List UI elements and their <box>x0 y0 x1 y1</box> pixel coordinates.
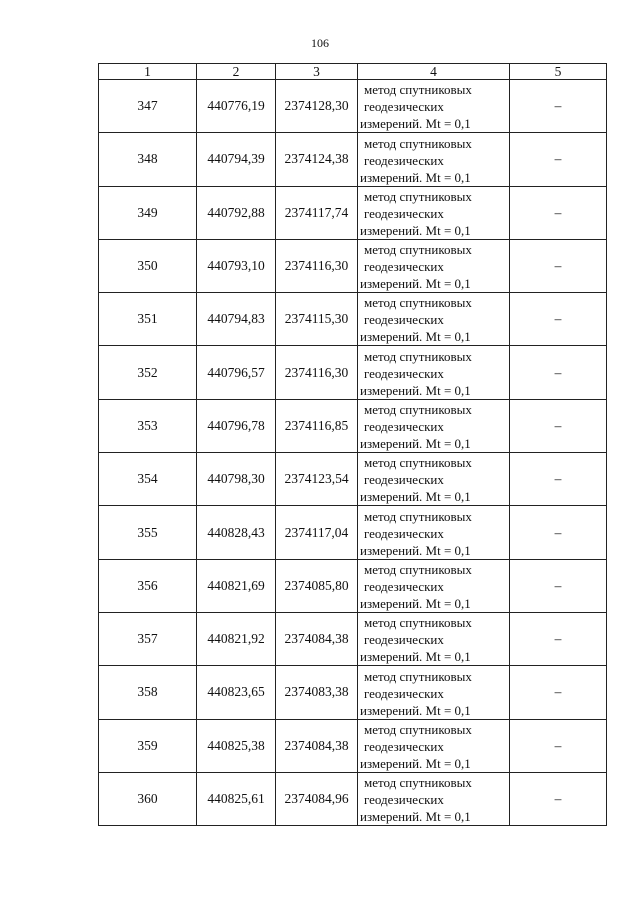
point-number-cell: 351 <box>99 293 197 346</box>
method-line: метод спутниковых <box>364 242 472 258</box>
x-coordinate-cell: 440821,69 <box>197 559 276 612</box>
method-line: геодезических <box>364 525 444 541</box>
method-line: геодезических <box>364 419 444 435</box>
method-line: геодезических <box>364 632 444 648</box>
method-line: метод спутниковых <box>364 82 472 98</box>
method-line: геодезических <box>364 312 444 328</box>
table-row <box>99 80 607 133</box>
y-coordinate-cell: 2374084,96 <box>276 772 358 825</box>
point-number-cell: 354 <box>99 453 197 506</box>
method-line: метод спутниковых <box>364 721 472 737</box>
y-coordinate-cell: 2374115,30 <box>276 293 358 346</box>
table-row <box>99 133 607 186</box>
method-line: метод спутниковых <box>364 668 472 684</box>
x-coordinate-cell: 440794,83 <box>197 293 276 346</box>
page-number: 106 <box>311 36 329 50</box>
method-line: метод спутниковых <box>364 455 472 471</box>
method-line: измерений. Mt = 0,1 <box>360 116 471 132</box>
method-line: метод спутниковых <box>364 295 472 311</box>
table-row <box>99 666 607 719</box>
method-line: геодезических <box>364 472 444 488</box>
table-row <box>99 293 607 346</box>
point-number-cell: 357 <box>99 612 197 665</box>
method-line: геодезических <box>364 738 444 754</box>
table-row <box>99 239 607 292</box>
method-cell <box>358 80 510 133</box>
y-coordinate-cell: 2374123,54 <box>276 453 358 506</box>
x-coordinate-cell: 440823,65 <box>197 666 276 719</box>
y-coordinate-cell: 2374084,38 <box>276 612 358 665</box>
method-line: измерений. Mt = 0,1 <box>360 542 471 558</box>
y-coordinate-cell: 2374116,30 <box>276 239 358 292</box>
method-line: геодезических <box>364 578 444 594</box>
method-line: измерений. Mt = 0,1 <box>360 489 471 505</box>
table-row <box>99 453 607 506</box>
method-cell <box>358 772 510 825</box>
note-cell: – <box>510 186 607 239</box>
point-number-cell: 360 <box>99 772 197 825</box>
method-cell <box>358 612 510 665</box>
note-cell: – <box>510 559 607 612</box>
method-line: метод спутниковых <box>364 508 472 524</box>
x-coordinate-cell: 440796,78 <box>197 399 276 452</box>
y-coordinate-cell: 2374117,74 <box>276 186 358 239</box>
method-line: измерений. Mt = 0,1 <box>360 649 471 665</box>
note-cell: – <box>510 133 607 186</box>
y-coordinate-cell: 2374085,80 <box>276 559 358 612</box>
note-cell: – <box>510 80 607 133</box>
x-coordinate-cell: 440825,61 <box>197 772 276 825</box>
method-line: геодезических <box>364 259 444 275</box>
note-cell: – <box>510 612 607 665</box>
method-cell <box>358 346 510 399</box>
method-line: измерений. Mt = 0,1 <box>360 169 471 185</box>
method-line: метод спутниковых <box>364 615 472 631</box>
method-line: геодезических <box>364 685 444 701</box>
method-cell <box>358 506 510 559</box>
table-header-row <box>99 64 607 80</box>
method-line: геодезических <box>364 792 444 808</box>
note-cell: – <box>510 239 607 292</box>
note-cell: – <box>510 719 607 772</box>
header-col-3: 3 <box>276 64 358 80</box>
x-coordinate-cell: 440796,57 <box>197 346 276 399</box>
method-line: метод спутниковых <box>364 561 472 577</box>
note-cell: – <box>510 346 607 399</box>
header-col-5: 5 <box>510 64 607 80</box>
coordinates-table <box>98 63 607 826</box>
point-number-cell: 350 <box>99 239 197 292</box>
y-coordinate-cell: 2374083,38 <box>276 666 358 719</box>
x-coordinate-cell: 440792,88 <box>197 186 276 239</box>
method-cell <box>358 186 510 239</box>
method-line: геодезических <box>364 365 444 381</box>
note-cell: – <box>510 293 607 346</box>
point-number-cell: 349 <box>99 186 197 239</box>
method-line: измерений. Mt = 0,1 <box>360 382 471 398</box>
method-line: измерений. Mt = 0,1 <box>360 809 471 825</box>
note-cell: – <box>510 506 607 559</box>
table-row <box>99 612 607 665</box>
note-cell: – <box>510 399 607 452</box>
point-number-cell: 358 <box>99 666 197 719</box>
x-coordinate-cell: 440798,30 <box>197 453 276 506</box>
method-line: метод спутниковых <box>364 348 472 364</box>
note-cell: – <box>510 453 607 506</box>
method-line: метод спутниковых <box>364 402 472 418</box>
header-col-2: 2 <box>197 64 276 80</box>
x-coordinate-cell: 440821,92 <box>197 612 276 665</box>
method-line: измерений. Mt = 0,1 <box>360 436 471 452</box>
table-body <box>99 80 607 826</box>
table-row <box>99 559 607 612</box>
y-coordinate-cell: 2374128,30 <box>276 80 358 133</box>
x-coordinate-cell: 440794,39 <box>197 133 276 186</box>
note-cell: – <box>510 772 607 825</box>
header-col-4: 4 <box>358 64 510 80</box>
method-line: измерений. Mt = 0,1 <box>360 755 471 771</box>
y-coordinate-cell: 2374124,38 <box>276 133 358 186</box>
method-line: измерений. Mt = 0,1 <box>360 595 471 611</box>
method-cell <box>358 559 510 612</box>
method-cell <box>358 133 510 186</box>
point-number-cell: 348 <box>99 133 197 186</box>
table-row <box>99 506 607 559</box>
point-number-cell: 352 <box>99 346 197 399</box>
method-cell <box>358 293 510 346</box>
point-number-cell: 347 <box>99 80 197 133</box>
method-cell <box>358 719 510 772</box>
method-cell <box>358 453 510 506</box>
y-coordinate-cell: 2374084,38 <box>276 719 358 772</box>
method-cell <box>358 666 510 719</box>
table-row <box>99 186 607 239</box>
method-line: метод спутниковых <box>364 135 472 151</box>
x-coordinate-cell: 440828,43 <box>197 506 276 559</box>
method-cell <box>358 239 510 292</box>
method-cell <box>358 399 510 452</box>
x-coordinate-cell: 440825,38 <box>197 719 276 772</box>
table-row <box>99 346 607 399</box>
y-coordinate-cell: 2374116,30 <box>276 346 358 399</box>
method-line: метод спутниковых <box>364 775 472 791</box>
method-line: измерений. Mt = 0,1 <box>360 276 471 292</box>
note-cell: – <box>510 666 607 719</box>
method-line: геодезических <box>364 152 444 168</box>
table-row <box>99 772 607 825</box>
method-line: измерений. Mt = 0,1 <box>360 702 471 718</box>
point-number-cell: 356 <box>99 559 197 612</box>
method-line: метод спутниковых <box>364 188 472 204</box>
method-line: геодезических <box>364 99 444 115</box>
header-col-1: 1 <box>99 64 197 80</box>
method-line: геодезических <box>364 205 444 221</box>
x-coordinate-cell: 440776,19 <box>197 80 276 133</box>
y-coordinate-cell: 2374116,85 <box>276 399 358 452</box>
table-row <box>99 719 607 772</box>
table-row <box>99 399 607 452</box>
y-coordinate-cell: 2374117,04 <box>276 506 358 559</box>
x-coordinate-cell: 440793,10 <box>197 239 276 292</box>
point-number-cell: 353 <box>99 399 197 452</box>
point-number-cell: 355 <box>99 506 197 559</box>
method-line: измерений. Mt = 0,1 <box>360 222 471 238</box>
point-number-cell: 359 <box>99 719 197 772</box>
method-line: измерений. Mt = 0,1 <box>360 329 471 345</box>
